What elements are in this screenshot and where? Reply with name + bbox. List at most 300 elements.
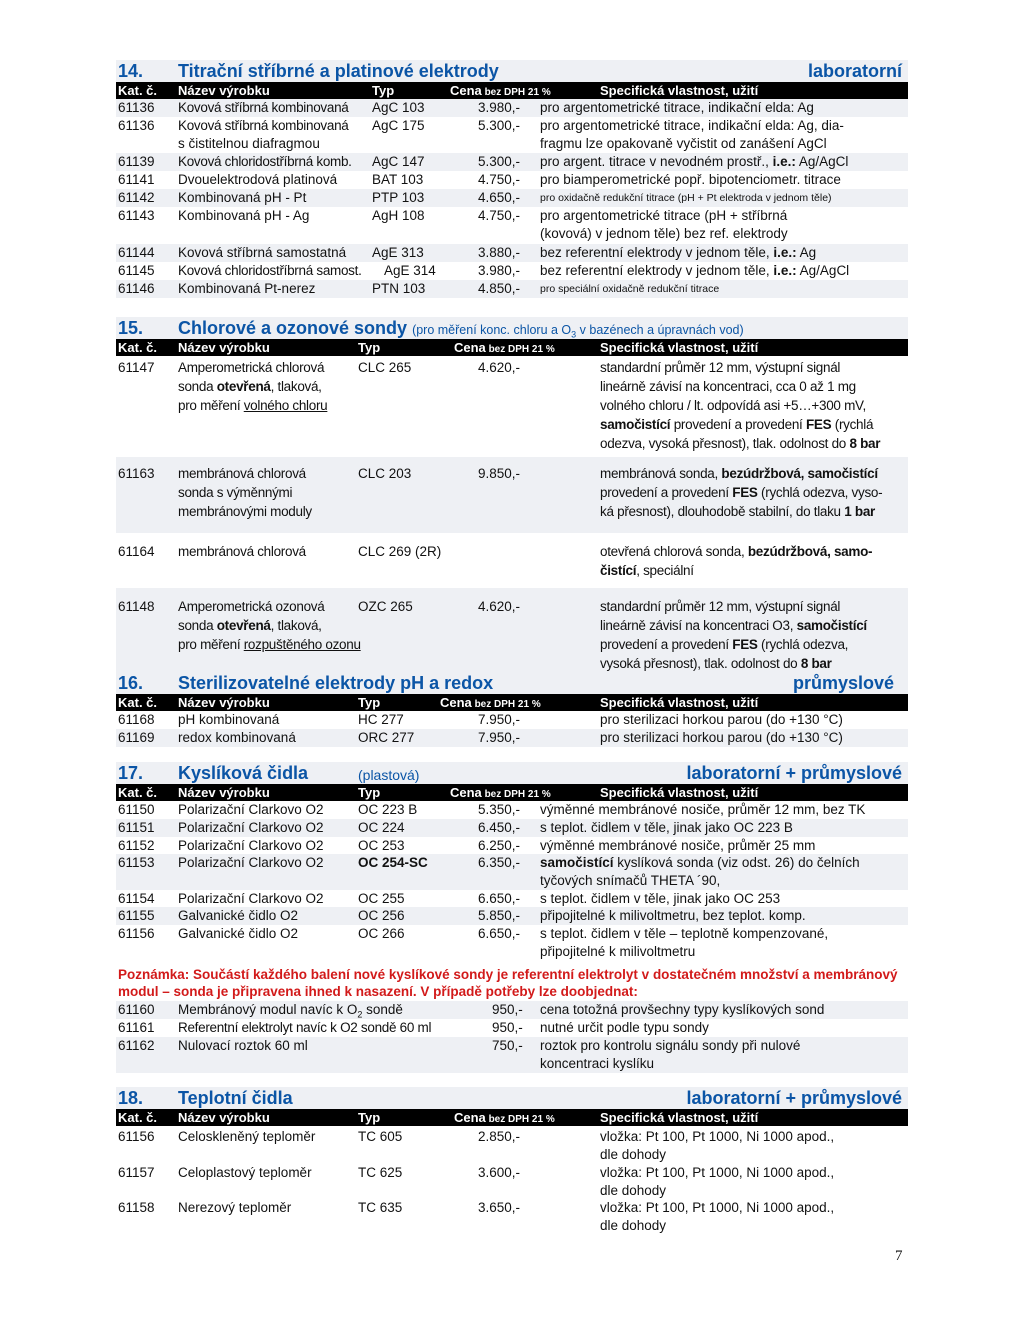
table-row	[116, 854, 908, 890]
spec-bold: samočistící	[600, 417, 671, 432]
cell-typ: PTN 103	[372, 281, 426, 296]
cell-typ: OC 224	[358, 820, 405, 835]
cell-spec: lineárně závisí na koncentraci, cca 0 až 1 mg	[600, 379, 856, 394]
cell-kat: 61168	[118, 712, 155, 727]
cell-nazev: Dvouelektrodová platinová	[178, 172, 338, 187]
col-cena-main: Cena	[450, 785, 482, 800]
spec-bold: i.e.:	[772, 154, 796, 169]
cell-kat: 61157	[118, 1165, 155, 1180]
cell-price: 6.650,-	[478, 926, 521, 941]
cell-spec	[600, 465, 878, 483]
cell-spec	[600, 503, 875, 521]
col-cena-main: Cena	[454, 1110, 486, 1125]
section-tag: laboratorní	[807, 61, 902, 81]
cell-spec: dle dohody	[600, 1183, 667, 1198]
table-header	[116, 339, 908, 356]
spec-bold: 8 bar	[849, 436, 881, 451]
cell-typ: TC 605	[358, 1129, 403, 1144]
spec-text: bez referentní elektrody v jednom těle,	[540, 245, 774, 260]
nazev-underlined: volného chloru	[243, 398, 328, 413]
spec-text: , speciální	[636, 563, 694, 578]
col-cena-small: bez DPH 21 %	[485, 1114, 555, 1125]
cell-typ: AgH 108	[372, 208, 425, 223]
cell-typ: OZC 265	[358, 599, 413, 614]
col-cena	[450, 83, 551, 98]
section-14	[116, 60, 908, 298]
page-number: 7	[895, 1248, 903, 1264]
cell-nazev: Polarizační Clarkovo O2	[178, 838, 324, 853]
section-18	[116, 1087, 908, 1235]
cell-nazev: Celoplastový teploměr	[178, 1165, 312, 1180]
cell-price: 3.980,-	[478, 100, 521, 115]
section-header	[116, 762, 908, 784]
section-header	[116, 1087, 908, 1109]
section-title: Titrační stříbrné a platinové elektrody	[178, 61, 499, 81]
cell-price: 7.950,-	[478, 712, 521, 727]
cell-price: 3.880,-	[478, 245, 521, 260]
cell-kat: 61151	[118, 820, 155, 835]
cell-spec	[600, 484, 882, 502]
cell-spec: pro biamperometrické popř. bipotenciometr. titrace	[540, 172, 841, 187]
cell-kat: 61136	[118, 118, 155, 133]
cell-nazev: Galvanické čidlo O2	[178, 926, 299, 941]
col-typ: Typ	[372, 83, 395, 98]
subtitle-subscript: 3	[571, 329, 577, 340]
cell-spec: roztok pro kontrolu signálu sondy při nulové	[540, 1038, 801, 1053]
cell-typ: CLC 203	[358, 466, 412, 481]
cell-typ: PTP 103	[372, 190, 425, 205]
table-row	[116, 907, 908, 925]
spec-text: pro argent. titrace v nevodném prostř.,	[540, 154, 773, 169]
spec-text: odezva, vysoká přesnost), tlak. odolnost do	[600, 436, 850, 451]
accessories-list	[116, 1001, 908, 1073]
cell-typ: CLC 265	[358, 360, 412, 375]
section-title: Teplotní čidla	[178, 1088, 293, 1108]
col-cena-main: Cena	[440, 695, 472, 710]
cell-kat: 61158	[118, 1200, 155, 1215]
table-row	[116, 837, 908, 854]
cell-spec: vložka: Pt 100, Pt 1000, Ni 1000 apod.,	[600, 1200, 835, 1215]
cell-price: 3.650,-	[478, 1200, 521, 1215]
cell-spec: standardní průměr 12 mm, výstupní signál	[600, 360, 841, 375]
section-16	[116, 672, 908, 747]
cell-nazev: Kombinovaná pH - Pt	[178, 190, 307, 205]
cell-nazev	[178, 378, 322, 396]
table-row	[116, 1164, 908, 1199]
spec-text: bez referentní elektrody v jednom těle,	[540, 263, 774, 278]
cell-kat: 61145	[118, 263, 155, 278]
nazev-text: sonda	[178, 379, 217, 394]
section-subtitle: (plastová)	[358, 767, 420, 783]
section-number: 16.	[118, 673, 144, 693]
cell-kat: 61143	[118, 208, 155, 223]
cell-nazev: Polarizační Clarkovo O2	[178, 802, 324, 817]
cell-nazev: Nerezový teploměr	[178, 1200, 292, 1215]
table-row	[116, 117, 908, 153]
section-title	[178, 318, 744, 340]
spec-bold: FES	[732, 485, 758, 500]
cell-price: 5.300,-	[478, 154, 521, 169]
cell-kat: 61144	[118, 245, 155, 260]
table-row	[116, 711, 908, 729]
cell-spec: pro speciální oxidačně redukční titrace	[540, 283, 720, 295]
table-row	[116, 1019, 908, 1037]
section-17	[116, 762, 908, 961]
spec-text: Ag/AgCl	[796, 263, 850, 278]
cell-typ: AgE 313	[372, 245, 424, 260]
cell-spec	[600, 636, 848, 654]
cell-price: 6.250,-	[478, 838, 521, 853]
col-cena	[454, 1110, 555, 1125]
col-kat: Kat. č.	[118, 695, 158, 710]
spec-bold: FES	[805, 417, 832, 432]
cell-spec: pro sterilizaci horkou parou (do +130 °C)	[600, 730, 843, 745]
col-typ: Typ	[358, 1110, 381, 1125]
spec-text: (rychlá odezva,	[757, 637, 849, 652]
spec-bold: 1 bar	[844, 504, 875, 519]
cell-spec	[600, 543, 872, 561]
cell-price: 5.850,-	[478, 908, 521, 923]
spec-bold: bezúdržbová, samočistící	[721, 466, 878, 481]
cell-typ: AgC 147	[372, 154, 425, 169]
cell-price: 7.950,-	[478, 730, 521, 745]
table-row	[116, 588, 908, 676]
col-spec: Specifická vlastnost, užití	[600, 1110, 759, 1125]
subtitle-text: v bazénech a úpravnách vod)	[576, 323, 744, 337]
col-nazev: Název výrobku	[178, 1110, 270, 1125]
section-15	[116, 317, 908, 676]
table-row	[116, 99, 908, 117]
cell-price: 3.600,-	[478, 1165, 521, 1180]
cell-nazev: Kovová chloridostříbrná samost.	[178, 263, 362, 278]
table-row	[116, 1128, 908, 1164]
cell-spec: vložka: Pt 100, Pt 1000, Ni 1000 apod.,	[600, 1129, 835, 1144]
col-typ: Typ	[358, 785, 381, 800]
cell-price: 5.300,-	[478, 118, 521, 133]
cell-typ: OC 255	[358, 891, 405, 906]
col-spec: Specifická vlastnost, užití	[600, 83, 759, 98]
spec-bold: samočistící	[540, 855, 614, 870]
spec-bold: samočistící	[796, 618, 867, 633]
col-kat: Kat. č.	[118, 83, 158, 98]
cell-typ: TC 625	[358, 1165, 403, 1180]
cell-kat: 61147	[118, 360, 155, 375]
cell-nazev: membránová chlorová	[178, 466, 306, 481]
section-header	[116, 672, 908, 694]
cell-kat: 61169	[118, 730, 155, 745]
col-nazev: Název výrobku	[178, 340, 270, 355]
col-cena-small: bez DPH 21 %	[481, 789, 551, 800]
col-cena-main: Cena	[454, 340, 486, 355]
table-row	[116, 890, 908, 907]
nazev-text: sonda	[178, 618, 217, 633]
cell-nazev: Kovová chloridostříbrná komb.	[178, 154, 352, 169]
table-row	[116, 171, 908, 189]
table-row	[116, 729, 908, 747]
cell-kat: 61156	[118, 1129, 155, 1144]
spec-text: ká přesnost), dlouhodobě stabilní, do tlaku	[600, 504, 845, 519]
nazev-subscript: 2	[357, 1009, 363, 1020]
subtitle-text: (pro měření konc. chloru a O	[412, 323, 572, 337]
section-title: Sterilizovatelné elektrody pH a redox	[178, 673, 494, 693]
nazev-text: , tlaková,	[270, 618, 322, 633]
cell-typ: ORC 277	[358, 730, 415, 745]
table-row	[116, 207, 908, 244]
section-number: 17.	[118, 763, 144, 783]
cell-kat: 61142	[118, 190, 155, 205]
cell-price: 4.750,-	[478, 208, 521, 223]
cell-price: 4.750,-	[478, 172, 521, 187]
cell-nazev: Kombinovaná pH - Ag	[178, 208, 310, 223]
spec-bold: i.e.:	[773, 263, 797, 278]
cell-nazev	[178, 636, 361, 654]
cell-spec	[540, 854, 860, 872]
table-row	[116, 1001, 908, 1019]
col-nazev: Název výrobku	[178, 695, 270, 710]
cell-spec: výměnné membránové nosiče, průměr 12 mm, bez TK	[540, 802, 866, 817]
cell-typ: BAT 103	[372, 172, 424, 187]
col-kat: Kat. č.	[118, 785, 158, 800]
cell-typ: OC 266	[358, 926, 405, 941]
table-header	[116, 694, 908, 711]
cell-spec: (kovová) v jednom těle) bez ref. elektrody	[540, 226, 788, 241]
spec-text: Ag/AgCl	[795, 154, 849, 169]
spec-text: (rychlá odezva, vyso-	[757, 485, 883, 500]
col-kat: Kat. č.	[118, 1110, 158, 1125]
cell-nazev: pH kombinovaná	[178, 712, 280, 727]
cell-nazev: Celoskleněný teploměr	[178, 1129, 316, 1144]
table-row	[116, 819, 908, 837]
table-row	[116, 153, 908, 171]
table-row	[116, 359, 908, 457]
cell-kat: 61136	[118, 100, 155, 115]
table-row	[116, 457, 908, 533]
cell-spec	[600, 655, 832, 673]
cell-price: 6.650,-	[478, 891, 521, 906]
cell-price: 4.650,-	[478, 190, 521, 205]
cell-spec: dle dohody	[600, 1147, 667, 1162]
cell-spec: výměnné membránové nosiče, průměr 25 mm	[540, 838, 816, 853]
cell-nazev: s čistitelnou diafragmou	[178, 136, 320, 151]
cell-typ: AgE 314	[384, 263, 436, 278]
section-title-text: Chlorové a ozonové sondy	[178, 318, 408, 338]
col-cena-small: bez DPH 21 %	[485, 344, 555, 355]
cell-nazev: Kovová stříbrná samostatná	[178, 245, 347, 260]
cell-kat: 61164	[118, 544, 155, 559]
cell-spec	[540, 262, 849, 280]
section-tag: laboratorní + průmyslové	[686, 763, 902, 783]
section-header	[116, 60, 908, 82]
cell-spec: připojitelné k milivoltmetru	[540, 944, 696, 959]
cell-spec: s teplot. čidlem v těle, jinak jako OC 223 B	[540, 820, 793, 835]
spec-text: provedení a provedení	[600, 485, 733, 500]
cell-nazev: Polarizační Clarkovo O2	[178, 820, 324, 835]
cell-nazev: Kovová stříbrná kombinovaná	[178, 118, 349, 133]
section-number: 18.	[118, 1088, 144, 1108]
spec-bold: 8 bar	[800, 656, 832, 671]
cell-spec: dle dohody	[600, 1218, 667, 1233]
cell-spec: pro argentometrické titrace, indikační elda: Ag	[540, 100, 814, 115]
cell-typ: HC 277	[358, 712, 404, 727]
col-nazev: Název výrobku	[178, 785, 270, 800]
cell-spec: pro oxidačně redukční titrace (pH + Pt elektroda v jednom těle)	[540, 192, 832, 204]
cell-kat: 61160	[118, 1002, 155, 1017]
table-header	[116, 1109, 908, 1126]
cell-spec: s teplot. čidlem v těle, jinak jako OC 253	[540, 891, 781, 906]
cell-spec: s teplot. čidlem v těle – teplotně kompenzované,	[540, 926, 829, 941]
col-cena	[454, 340, 555, 355]
spec-bold: čistící	[600, 563, 637, 578]
cell-price: 950,-	[492, 1020, 523, 1035]
spec-text: (rychlá	[831, 417, 874, 432]
section-tag: laboratorní + průmyslové	[686, 1088, 902, 1108]
spec-text: otevřená chlorová sonda,	[600, 544, 748, 559]
table-row	[116, 925, 908, 961]
cell-typ: OC 254-SC	[358, 855, 428, 870]
cell-spec	[600, 617, 867, 635]
table-row	[116, 244, 908, 262]
cell-kat: 61148	[118, 599, 155, 614]
cell-kat: 61139	[118, 154, 155, 169]
cell-nazev: membránovými moduly	[178, 504, 312, 519]
cell-spec: pro argentometrické titrace (pH + stříbrná	[540, 208, 788, 223]
table-row	[116, 533, 908, 588]
cell-nazev: Galvanické čidlo O2	[178, 908, 299, 923]
cell-price: 750,-	[492, 1038, 523, 1053]
cell-kat: 61161	[118, 1020, 155, 1035]
col-spec: Specifická vlastnost, užití	[600, 340, 759, 355]
cell-spec: koncentraci kyslíku	[540, 1056, 655, 1071]
col-cena-small: bez DPH 21 %	[481, 87, 551, 98]
cell-spec: pro argentometrické titrace, indikační elda: Ag, dia-	[540, 118, 844, 133]
section-subtitle	[412, 323, 744, 340]
cell-typ: CLC 269 (2R)	[358, 544, 442, 559]
cell-price: 950,-	[492, 1002, 523, 1017]
spec-bold: FES	[732, 637, 758, 652]
table-row	[116, 1199, 908, 1235]
cell-spec	[600, 435, 880, 453]
note-warning: Poznámka: Součástí každého balení nové kyslíkové sondy je referentní elektrolyt v dostatečném množství a membránový modul – sonda je připravena ihned k nasazení. V případě potřeby lze doobjednat:	[118, 967, 898, 999]
section-number: 15.	[118, 318, 144, 338]
cell-spec: vložka: Pt 100, Pt 1000, Ni 1000 apod.,	[600, 1165, 835, 1180]
table-row	[116, 262, 908, 280]
cell-spec: nutné určit podle typu sondy	[540, 1020, 709, 1035]
cell-price: 4.620,-	[478, 599, 521, 614]
cell-price: 4.620,-	[478, 360, 521, 375]
nazev-text: sondě	[362, 1002, 403, 1017]
col-cena	[450, 785, 551, 800]
cell-spec	[540, 153, 848, 171]
cell-spec	[600, 562, 694, 580]
spec-text: membránová sonda,	[600, 466, 722, 481]
cell-nazev: Amperometrická chlorová	[178, 360, 325, 375]
col-typ: Typ	[358, 695, 381, 710]
cell-nazev: Amperometrická ozonová	[178, 599, 325, 614]
cell-typ: OC 223 B	[358, 802, 418, 817]
cell-nazev: Polarizační Clarkovo O2	[178, 891, 324, 906]
spec-text: vysoká přesnost), tlak. odolnost do	[600, 656, 801, 671]
table-row	[116, 1037, 908, 1073]
cell-typ: OC 253	[358, 838, 405, 853]
cell-typ: AgC 175	[372, 118, 425, 133]
cell-spec	[540, 244, 816, 262]
table-header	[116, 82, 908, 99]
nazev-text: Membránový modul navíc k O	[178, 1002, 358, 1017]
cell-nazev: membránová chlorová	[178, 544, 306, 559]
cell-price: 9.850,-	[478, 466, 521, 481]
cell-kat: 61162	[118, 1038, 155, 1053]
table-row	[116, 189, 908, 207]
cell-price: 6.450,-	[478, 820, 521, 835]
cell-kat: 61154	[118, 891, 155, 906]
cell-typ: AgC 103	[372, 100, 425, 115]
nazev-text: pro měření	[178, 398, 244, 413]
col-spec: Specifická vlastnost, užití	[600, 695, 759, 710]
cell-kat: 61141	[118, 172, 155, 187]
cell-kat: 61156	[118, 926, 155, 941]
cell-kat: 61152	[118, 838, 155, 853]
spec-text: lineárně závisí na koncentraci O3,	[600, 618, 797, 633]
spec-bold: i.e.:	[773, 245, 797, 260]
cell-spec: tyčových snímačů THETA ´90,	[540, 873, 721, 888]
cell-spec: standardní průměr 12 mm, výstupní signál	[600, 599, 841, 614]
cell-spec: fragmu lze opakovaně vyčistit od zanášení AgCl	[540, 136, 827, 151]
cell-kat: 61150	[118, 802, 155, 817]
section-number: 14.	[118, 61, 144, 81]
cell-price: 2.850,-	[478, 1129, 521, 1144]
cell-kat: 61153	[118, 855, 155, 870]
cell-nazev: Referentní elektrolyt navíc k O2 sondě 60 ml	[178, 1020, 432, 1035]
cell-nazev: sonda s výměnnými	[178, 485, 293, 500]
cell-nazev: Polarizační Clarkovo O2	[178, 855, 324, 870]
table-row	[116, 280, 908, 298]
cell-nazev: redox kombinovaná	[178, 730, 296, 745]
cell-spec: připojitelné k milivoltmetru, bez teplot. komp.	[540, 908, 806, 923]
cell-nazev: Kombinovaná Pt-nerez	[178, 281, 316, 296]
table-header	[116, 784, 908, 801]
col-spec: Specifická vlastnost, užití	[600, 785, 759, 800]
nazev-bold: otevřená	[216, 618, 271, 633]
table-row	[116, 801, 908, 819]
cell-price: 5.350,-	[478, 802, 521, 817]
section-header	[116, 317, 908, 339]
col-kat: Kat. č.	[118, 340, 158, 355]
cell-price: 6.350,-	[478, 855, 521, 870]
cell-spec: cena totožná provšechny typy kyslíkových sond	[540, 1002, 825, 1017]
cell-typ: OC 256	[358, 908, 405, 923]
cell-price: 4.850,-	[478, 281, 521, 296]
cell-nazev	[178, 397, 327, 415]
nazev-underlined: rozpuštěného ozonu	[243, 637, 361, 652]
cell-spec: volného chloru / lt. odpovídá asi +5…+300 mV,	[600, 398, 866, 413]
col-nazev: Název výrobku	[178, 83, 270, 98]
cell-kat: 61163	[118, 466, 155, 481]
col-cena-small: bez DPH 21 %	[471, 699, 541, 710]
nazev-text: , tlaková,	[270, 379, 322, 394]
nazev-text: pro měření	[178, 637, 244, 652]
cell-price: 3.980,-	[478, 263, 521, 278]
spec-text: kyslíková sonda (viz odst. 26) do čelních	[613, 855, 860, 870]
cell-typ: TC 635	[358, 1200, 403, 1215]
cell-kat: 61155	[118, 908, 155, 923]
col-typ: Typ	[358, 340, 381, 355]
col-cena-main: Cena	[450, 83, 482, 98]
spec-bold: bezúdržbová, samo-	[747, 544, 873, 559]
spec-text: provedení a provedení	[600, 637, 733, 652]
cell-nazev	[178, 617, 322, 635]
spec-text: Ag	[796, 245, 817, 260]
col-cena	[440, 695, 541, 710]
